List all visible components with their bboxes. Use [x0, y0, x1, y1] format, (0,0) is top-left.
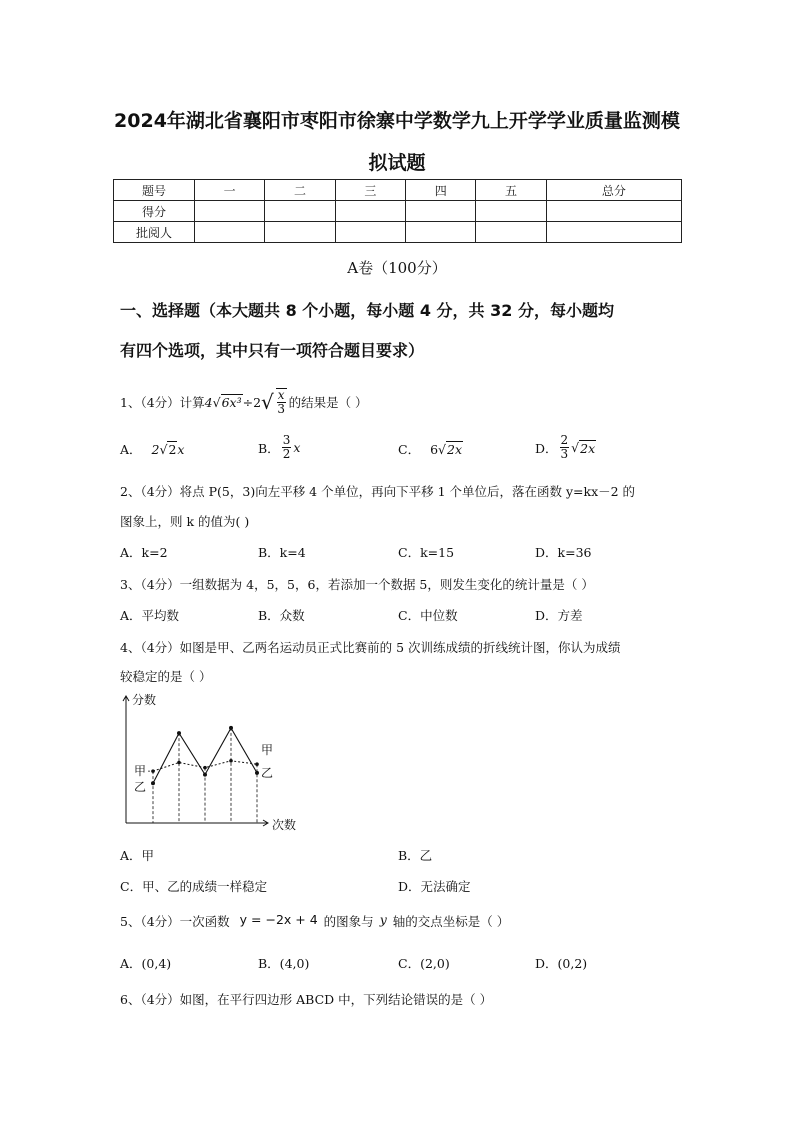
q1-denominator: 3 — [277, 402, 285, 416]
legend-jia-left: 甲 — [134, 764, 147, 779]
q2-option-c[interactable]: C．k=15 — [398, 545, 455, 560]
option-numerator: 3 — [282, 433, 291, 447]
q5-suffix: 轴的交点坐标是（ ） — [392, 914, 510, 929]
section-1-heading-line1: 一、选择题（本大题共 8 个小题，每小题 4 分，共 32 分，每小题均 — [120, 301, 614, 320]
score-table — [113, 179, 682, 243]
option-label: C． — [398, 442, 421, 457]
score-header-cell: 总分 — [546, 180, 681, 201]
y-axis-label: 分数 — [132, 693, 157, 707]
q3-option-b[interactable]: B．众数 — [258, 608, 305, 623]
score-header-cell: 一 — [195, 180, 265, 201]
score-cell[interactable] — [406, 201, 476, 222]
q1-suffix: 的结果是（ ） — [288, 395, 368, 410]
question-2-line2: 图象上，则 k 的值为( ) — [120, 514, 250, 529]
score-cell[interactable] — [546, 222, 681, 243]
option-denominator: 2 — [282, 447, 291, 461]
q1-numerator: x — [277, 388, 285, 402]
score-header-cell: 五 — [476, 180, 546, 201]
q5-prefix: 5、（4分）一次函数 — [120, 914, 230, 929]
score-header-cell: 题号 — [114, 180, 195, 201]
option-radicand: 2 — [168, 442, 177, 457]
score-table-row — [114, 222, 682, 243]
option-denominator: 3 — [560, 447, 569, 461]
q4-option-c[interactable]: C．甲、乙的成绩一样稳定 — [120, 879, 268, 894]
q5-option-a[interactable]: A．(0,4) — [120, 956, 172, 971]
score-cell[interactable] — [476, 222, 546, 243]
score-cell[interactable] — [406, 222, 476, 243]
series-yi-point — [151, 781, 155, 785]
series-jia-point — [229, 759, 233, 763]
score-cell[interactable] — [195, 222, 265, 243]
option-coef: 2 — [151, 441, 160, 457]
sqrt-icon: √ — [571, 440, 580, 455]
series-jia-point — [177, 761, 181, 765]
page-title-line2: 拟试题 — [368, 152, 426, 174]
q3-option-a[interactable]: A．平均数 — [120, 608, 180, 623]
question-5 — [120, 912, 509, 930]
q2-option-a[interactable]: A．k=2 — [120, 545, 168, 560]
legend-yi-left: 乙 — [134, 780, 147, 795]
x-axis-label: 次数 — [272, 818, 297, 832]
q4-option-d[interactable]: D．无法确定 — [398, 879, 471, 894]
legend-jia-right: 甲 — [261, 743, 274, 758]
series-yi-point — [255, 771, 259, 775]
series-yi-point — [203, 773, 207, 777]
sqrt-icon: √ — [212, 394, 221, 410]
q1-prefix: 1、（4分）计算 — [120, 395, 205, 410]
score-cell[interactable] — [476, 201, 546, 222]
option-var: x — [177, 441, 185, 457]
option-label: B． — [258, 440, 280, 456]
option-fraction — [560, 434, 570, 461]
score-header-cell: 四 — [406, 180, 476, 201]
sqrt-icon: √ — [159, 441, 168, 457]
score-cell[interactable] — [546, 201, 681, 222]
q1-coef: 4 — [204, 394, 213, 410]
q4-option-a[interactable]: A．甲 — [120, 848, 155, 863]
series-jia-point — [203, 766, 207, 770]
q1-radicand: 6x³ — [221, 395, 242, 410]
score-cell[interactable] — [265, 201, 335, 222]
score-cell[interactable] — [335, 222, 405, 243]
paper-a-heading: A卷（100分） — [347, 259, 447, 277]
q1-divide: ÷2 — [242, 394, 262, 410]
question-4-line2: 较稳定的是（ ） — [120, 669, 212, 684]
q5-option-c[interactable]: C．(2,0) — [398, 956, 450, 971]
sqrt-icon: √ — [261, 390, 274, 414]
question-2-line1: 2、（4分）将点 P(5，3)向左平移 4 个单位，再向下平移 1 个单位后，落在函数 y=kx－2 的 — [120, 484, 636, 499]
score-cell[interactable] — [265, 222, 335, 243]
q1-option-a[interactable] — [120, 440, 184, 458]
series-jia-point — [255, 762, 259, 766]
q4-option-b[interactable]: B．乙 — [398, 848, 433, 863]
option-label: D． — [535, 440, 558, 456]
line-chart — [118, 688, 318, 836]
question-4-line1: 4、（4分）如图是甲、乙两名运动员正式比赛前的 5 次训练成绩的折线统计图，你认为成绩 — [120, 640, 621, 655]
option-radicand: 2x — [580, 440, 596, 456]
question-6: 6、（4分）如图，在平行四边形 ABCD 中，下列结论错误的是（ ） — [120, 992, 493, 1007]
series-yi-point — [229, 726, 233, 730]
score-header-cell: 二 — [265, 180, 335, 201]
score-cell[interactable] — [195, 201, 265, 222]
question-3: 3、（4分）一组数据为 4，5，5，6，若添加一个数据 5，则发生变化的统计量是（ ） — [120, 577, 594, 592]
option-var: x — [293, 440, 301, 455]
q3-option-c[interactable]: C．中位数 — [398, 608, 458, 623]
q5-axis: y — [379, 912, 387, 927]
q5-option-d[interactable]: D．(0,2) — [535, 956, 588, 971]
page-title-line1: 2024年湖北省襄阳市枣阳市徐寨中学数学九上开学学业质量监测模 — [114, 110, 680, 132]
score-table-row — [114, 201, 682, 222]
legend-yi-right: 乙 — [261, 765, 274, 780]
question-1 — [120, 388, 368, 416]
score-row-label: 批阅人 — [114, 222, 195, 243]
q1-option-b[interactable] — [258, 434, 300, 461]
q2-option-d[interactable]: D．k=36 — [535, 545, 592, 560]
option-numerator: 2 — [560, 433, 569, 447]
section-1-heading-line2: 有四个选项，其中只有一项符合题目要求） — [120, 341, 425, 360]
sqrt-icon: √ — [438, 441, 446, 457]
q1-option-c[interactable] — [398, 440, 463, 458]
q5-mid: 的图象与 — [323, 914, 374, 929]
option-radicand: 2x — [447, 442, 463, 457]
q5-option-b[interactable]: B．(4,0) — [258, 956, 310, 971]
score-table-header-row — [114, 180, 682, 201]
series-yi-point — [177, 731, 181, 735]
q3-option-d[interactable]: D．方差 — [535, 608, 583, 623]
score-row-label: 得分 — [114, 201, 195, 222]
q1-fraction — [276, 388, 287, 416]
q1-option-d[interactable] — [535, 434, 596, 461]
option-label: A． — [120, 442, 142, 457]
option-fraction — [282, 434, 292, 461]
option-coef: 6 — [430, 441, 439, 457]
score-header-cell: 三 — [335, 180, 405, 201]
score-cell[interactable] — [335, 201, 405, 222]
q5-function: y = −2x + 4 — [239, 912, 318, 927]
q2-option-b[interactable]: B．k=4 — [258, 545, 306, 560]
